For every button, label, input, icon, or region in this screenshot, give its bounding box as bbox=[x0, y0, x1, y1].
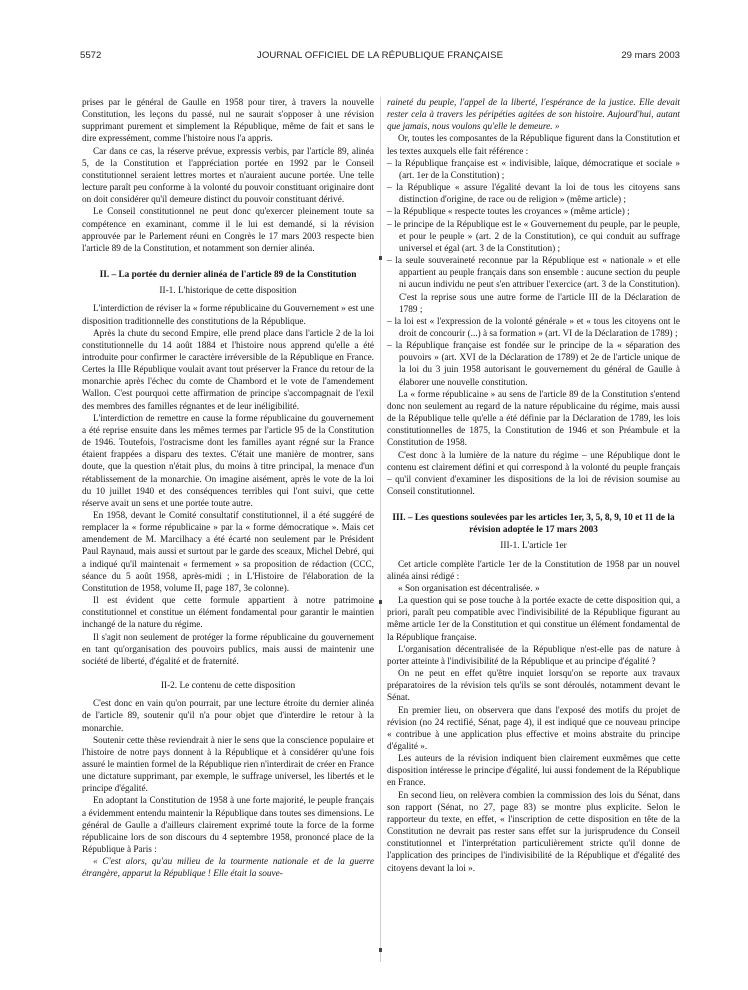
paragraph: Cet article complète l'article 1er de la Constitution de 1958 par un nouvel alinéa ainsi rédigé : bbox=[387, 559, 680, 582]
paragraph: prises par le général de Gaulle en 1958 pour tirer, à travers la nouvelle Constitution, les leçons du passé, nul ne saurait s'opposer à une révision supprimant purement et simplement la République, même de fait et sans le dire expressément, comme l'histoire nous l'a appris. bbox=[82, 98, 374, 145]
column-divider bbox=[380, 97, 381, 962]
quote-paragraph: « C'est alors, qu'au milieu de la tourmente nationale et de la guerre étrangère, apparut la République ! Elle était la souve- bbox=[82, 857, 374, 880]
paragraph: Soutenir cette thèse reviendrait à nier le sens que la conscience populaire et l'histoire de notre pays donnent à la République et à considérer qu'une fois assuré le maintien formel de la République rien n'interdirait de créer en France une dictature supprimant, par exemple, le suffrage universel, les libertés et le principe d'égalité. bbox=[82, 735, 374, 795]
paragraph: En adoptant la Constitution de 1958 à une forte majorité, le peuple français a évidemment entendu maintenir la République dans toutes ses dimensions. Le général de Gaulle a d'ailleurs clairement exprimé toute la force de la forme républicaine lors de son discours du 4 septembre 1958, prononcé place de la République à Paris : bbox=[82, 796, 374, 856]
paragraph: Le Conseil constitutionnel ne peut donc qu'exercer pleinement toute sa compétence en examinant, comme il le lui est demandé, si la révision approuvée par le Parlement réuni en Congrès le 17 mars 2003 respecte bien l'article 89 de la Constitution, et notamment son dernier alinéa. bbox=[82, 207, 374, 254]
paragraph: Après la chute du second Empire, elle prend place dans l'article 2 de la loi constitutionnelle du 14 août 1884 et l'histoire nous apprend qu'elle a été introduite pour confirmer le caractère irréversible de la République en France. Certes la IIIe République voulait avant tout préserver la France du retour de la monarchie après l'échec du comte de Chambord et le vote de l'amendement Wallon. C'est pourquoi cette affirmation de principe s'accompagnait de l'exil des membres des familles régnantes et de leur inéligibilité. bbox=[82, 328, 374, 412]
list-item: – la République française est « indivisible, laïque, démocratique et sociale » (art. 1er de la Constitution) ; bbox=[387, 158, 680, 181]
paragraph: Or, toutes les composantes de la République figurent dans la Constitution et les textes auxquels elle fait référence : bbox=[387, 134, 680, 157]
paragraph: On ne peut en effet qu'être inquiet lorsqu'on se reporte aux travaux préparatoires de la révision tels qu'ils se sont déroulés, notamment devant le Sénat. bbox=[387, 669, 680, 704]
list-item: – la République « assure l'égalité devant la loi de tous les citoyens sans distinction d'origine, de race ou de religion » (même article) ; bbox=[387, 183, 680, 206]
paragraph: Car dans ce cas, la réserve prévue, expressis verbis, par l'article 89, alinéa 5, de la Constitution et l'appréciation portée en 1992 par le Conseil constitutionnel seraient lettres mortes et n'auraient aucune portée. Une telle lecture paraît peu conforme à la volonté du pouvoir constituant originaire dont on doit considérer qu'il demeure distinct du pouvoir constituant dérivé. bbox=[82, 146, 374, 206]
paragraph: Il s'agit non seulement de protéger la forme républicaine du gouvernement en tant qu'organisation des pouvoirs publics, mais aussi de maintenir une société de liberté, d'égalité et de fraternité. bbox=[82, 632, 374, 667]
margin-mark bbox=[379, 600, 382, 604]
paragraph: L'interdiction de réviser la « forme républicaine du Gouvernement » est une disposition traditionnelle des constitutions de la République. bbox=[82, 304, 374, 327]
subsection-heading: II-1. L'historique de cette disposition bbox=[159, 286, 297, 297]
right-column bbox=[387, 97, 680, 875]
paragraph: La « forme républicaine » au sens de l'article 89 de la Constitution s'entend donc non seulement au regard de la nature républicaine du régime, mais aussi de la République telle qu'elle a été définie par la Déclaration de 1789, les lois constitutionnelles de 1875, la Constitution de 1946 et son Préambule et la Constitution de 1958. bbox=[387, 389, 680, 449]
margin-mark bbox=[379, 948, 382, 952]
paragraph: La question qui se pose touche à la portée exacte de cette disposition qui, a priori, paraît peu compatible avec l'indivisibilité de la République figurant au même article 1er de la Constitution et qui constitue un élément fondamental de la République française. bbox=[387, 596, 680, 643]
section-heading: II. – La portée du dernier alinéa de l'article 89 de la Constitution bbox=[99, 270, 357, 281]
paragraph: En 1958, devant le Comité consultatif constitutionnel, il a été suggéré de remplacer la « forme républicaine » par la « forme démocratique ». Mais cet amendement de M. Marcilhacy a été écarté non seulement par le Président Paul Raynaud, mais aussi et surtout par le garde des sceaux, Michel Debré, qui a indiqué qu'il maintenait « fermement » sa proposition de rédaction (CCC, séance du 5 août 1958, après-midi ; in L'Histoire de l'élaboration de la Constitution de 1958, volume II, page 187, 3e colonne). bbox=[82, 511, 374, 594]
page-number: 5572 bbox=[80, 50, 102, 61]
paragraph: L'organisation décentralisée de la République n'est-elle pas de nature à porter atteinte à l'indivisibilité de la République et au principe d'égalité ? bbox=[387, 644, 680, 667]
list-item: – la seule souveraineté reconnue par la République est « nationale » et elle appartient au peuple français dans son ensemble : aucune section du peuple ni aucun individu ne peut s'en attribuer l'exercice (art. 3 de la Constitution). C'est la reprise sous une autre forme de l'article III de la Déclaration de 1789 ; bbox=[387, 256, 680, 315]
list-item: – la République « respecte toutes les croyances » (même article) ; bbox=[387, 207, 630, 218]
republic-components-list bbox=[387, 158, 680, 389]
paragraph: L'interdiction de remettre en cause la forme républicaine du gouvernement a été reprise ensuite dans les mêmes termes par l'article 95 de la Constitution de 1946. Toutefois, l'ostracisme dont les familles ayant régné sur la France étaient frappées a disparu des textes. C'était une manière de montrer, sans doute, que la question n'était plus, du moins à titre principal, la menace d'un rétablissement de la monarchie. On imagine aisément, après le vote de la loi du 10 juillet 1940 et des conséquences terribles qui l'ont suivi, que cette réserve avait un sens et une portée toute autre. bbox=[82, 413, 374, 509]
list-item: – le principe de la République est le « Gouvernement du peuple, par le peuple, et pour le peuple » (art. 2 de la Constitution), ce qui conduit au suffrage universel et égal (art. 3 de la Constitution) ; bbox=[387, 219, 680, 254]
section-heading: III. – Les questions soulevées par les articles 1er, 3, 5, 8, 9, 10 et 11 de la révision adoptée le 17 mars 2003 bbox=[392, 513, 675, 536]
paragraph: « Son organisation est décentralisée. » bbox=[398, 583, 540, 594]
margin-mark bbox=[379, 256, 382, 260]
left-column bbox=[82, 97, 374, 881]
paragraph: Il est évident que cette formule appartient à notre patrimoine constitutionnel et constitue un élément fondamental pour garantir le maintien inchangé de la nature du régime. bbox=[82, 596, 374, 631]
issue-date: 29 mars 2003 bbox=[621, 50, 680, 61]
paragraph: En premier lieu, on observera que dans l'exposé des motifs du projet de révision (no 24 rectifié, Sénat, page 4), il est indiqué que ce nouveau principe « contribue à une application plus effective et moins abstraite du principe d'égalité ». bbox=[387, 705, 680, 752]
page-header bbox=[80, 50, 680, 66]
subsection-heading: III-1. L'article 1er bbox=[500, 541, 567, 552]
list-item: – la loi est « l'expression de la volonté générale » et « tous les citoyens ont le droit de concourir (...) à sa formation » (art. VI de la Déclaration de 1789) ; bbox=[387, 316, 680, 339]
subsection-heading: II-2. Le contenu de cette disposition bbox=[160, 681, 296, 692]
journal-title: JOURNAL OFFICIEL DE LA RÉPUBLIQUE FRANÇAISE bbox=[256, 50, 504, 61]
paragraph: C'est donc à la lumière de la nature du régime – une République dont le contenu est clairement défini et qui correspond à la volonté du peuple français – qu'il convient d'examiner les dispositions de la loi de révision soumise au Conseil constitutionnel. bbox=[387, 450, 680, 497]
list-item: – la République française est fondée sur le principe de la « séparation des pouvoirs » (art. XVI de la Déclaration de 1789) et 2e de l'article unique de la loi du 3 juin 1958 autorisant le gouvernement du général de Gaulle à élaborer une nouvelle constitution. bbox=[387, 341, 680, 388]
paragraph: C'est donc en vain qu'on pourrait, par une lecture étroite du dernier alinéa de l'article 89, soutenir qu'il n'a pour objet que d'interdire le retour à la monarchie. bbox=[82, 699, 374, 734]
paragraph: Les auteurs de la révision indiquent bien clairement euxmêmes que cette disposition intéresse le principe d'égalité, lui aussi fondement de la République en France. bbox=[387, 754, 680, 789]
quote-paragraph: raineté du peuple, l'appel de la liberté, l'espérance de la justice. Elle devait rester cela à travers les péripéties agitées de son histoire. Aujourd'hui, autant que jamais, nous voulons qu'elle le demeure. » bbox=[387, 98, 680, 133]
paragraph: En second lieu, on relèvera combien la commission des lois du Sénat, dans son rapport (Sénat, no 27, page 83) se montre plus explicite. Selon le rapporteur du texte, en effet, « l'inscription de cette disposition en tête de la Constitution ne devrait pas rester sans effet sur la jurisprudence du Conseil constitutionnel et l'interprétation particulièrement stricte qu'il donne de l'application des principes de l'indivisibilité de la République et d'égalité des citoyens devant la loi ». bbox=[387, 790, 680, 874]
